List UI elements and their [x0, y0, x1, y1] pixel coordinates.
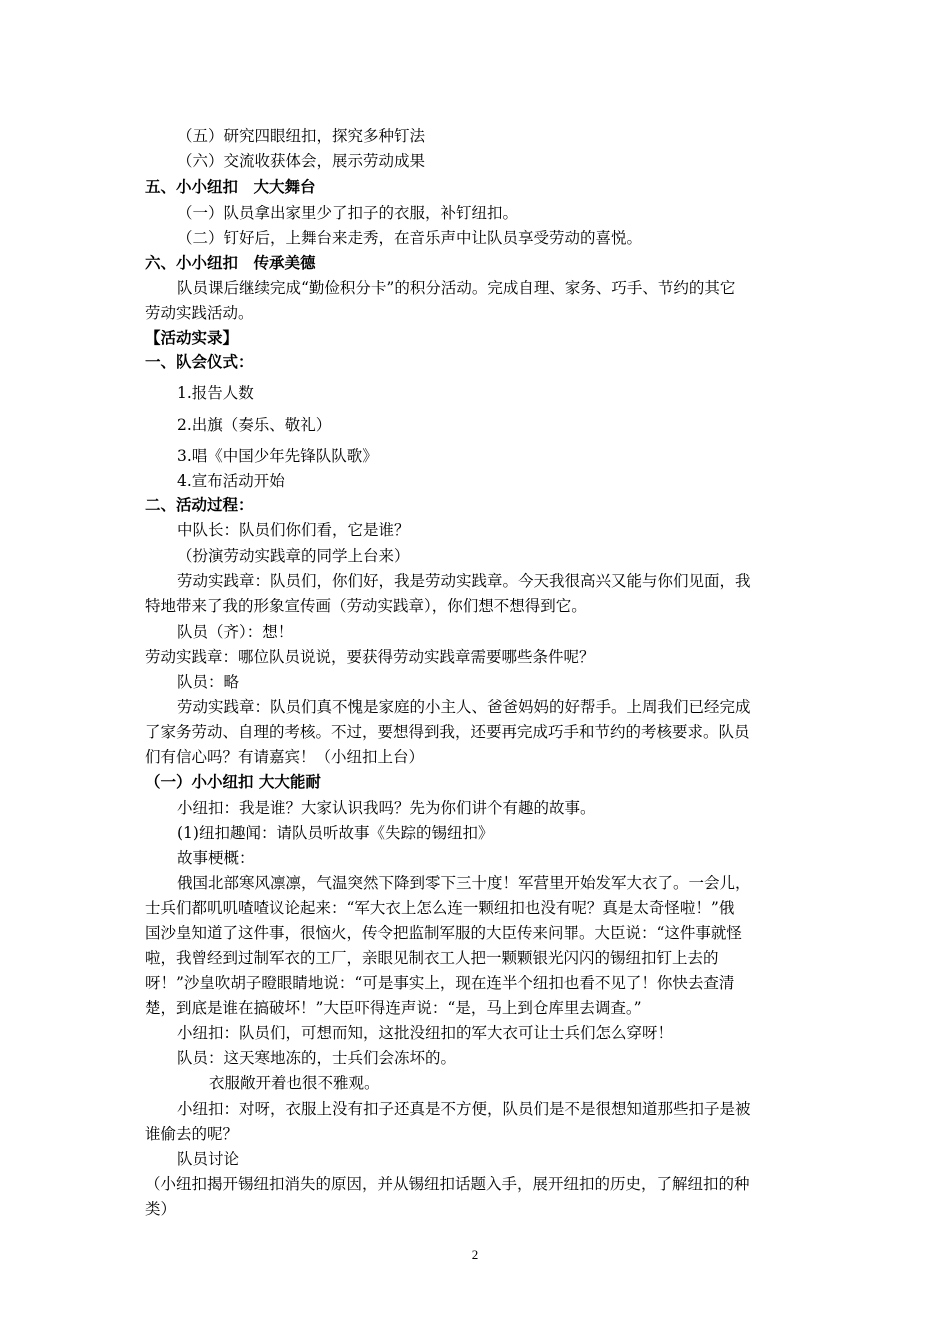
text-line: 呀！”沙皇吹胡子瞪眼睛地说：“可是事实上，现在连半个纽扣也看不见了！你快去查清 [145, 974, 735, 992]
text-line: 3.唱《中国少年先锋队队歌》 [177, 447, 378, 465]
page-number: 2 [471, 1247, 479, 1262]
section-heading: 五、小小纽扣 大大舞台 [145, 177, 316, 196]
section-heading: 二、活动过程： [145, 495, 254, 514]
text-line: 1.报告人数 [177, 384, 254, 402]
text-line: 队员：略 [177, 673, 240, 691]
text-line: 2.出旗（奏乐、敬礼） [177, 416, 332, 434]
text-line: 俄国北部寒风凛凛，气温突然下降到零下三十度！军营里开始发军大衣了。一会儿， [177, 874, 751, 892]
text-line: （二）钉好后，上舞台来走秀，在音乐声中让队员享受劳动的喜悦。 [177, 229, 643, 247]
text-line: 类） [145, 1200, 177, 1218]
text-line: 小纽扣：队员们，可想而知，这批没纽扣的军大衣可让士兵们怎么穿呀！ [177, 1024, 674, 1042]
text-line: 啦，我曾经到过制军衣的工厂，亲眼见制衣工人把一颗颗银光闪闪的锡纽扣钉上去的 [145, 949, 719, 967]
text-line: （五）研究四眼纽扣，探究多种钉法 [177, 127, 426, 145]
section-heading: 一、队会仪式： [145, 352, 254, 371]
text-line: 们有信心吗？有请嘉宾！（小纽扣上台） [145, 748, 425, 766]
text-line: (1)纽扣趣闻：请队员听故事《失踪的锡纽扣》 [177, 824, 494, 842]
text-line: 小纽扣：我是谁？大家认识我吗？先为你们讲个有趣的故事。 [177, 799, 596, 817]
text-line: 劳动实践章：队员们，你们好，我是劳动实践章。今天我很高兴又能与你们见面，我 [177, 572, 751, 590]
text-line: 故事梗概： [177, 849, 255, 867]
text-line: 队员（齐）：想！ [177, 623, 294, 641]
text-line: 谁偷去的呢？ [145, 1125, 239, 1143]
text-line: 中队长：队员们你们看，它是谁？ [177, 521, 410, 539]
text-line: 队员课后继续完成“勤俭积分卡”的积分活动。完成自理、家务、巧手、节约的其它 [177, 279, 736, 297]
text-line: （一）队员拿出家里少了扣子的衣服，补钉纽扣。 [177, 204, 519, 222]
text-line: 国沙皇知道了这件事，很恼火，传令把监制军服的大臣传来问罪。大臣说：“这件事就怪 [145, 924, 742, 942]
text-line: 劳动实践章：队员们真不愧是家庭的小主人、爸爸妈妈的好帮手。上周我们已经完成 [177, 698, 751, 716]
text-line: 楚，到底是谁在搞破坏！”大臣吓得连声说：“是，马上到仓库里去调查。” [145, 999, 642, 1017]
text-line: （小纽扣揭开锡纽扣消失的原因，并从锡纽扣话题入手，展开纽扣的历史，了解纽扣的种 [145, 1175, 750, 1193]
text-line: 队员：这天寒地冻的，士兵们会冻坏的。 [177, 1049, 457, 1067]
text-line: 小纽扣：对呀，衣服上没有扣子还真是不方便，队员们是不是很想知道那些扣子是被 [177, 1100, 751, 1118]
text-line: 队员讨论 [177, 1150, 240, 1168]
section-heading: 六、小小纽扣 传承美德 [145, 253, 316, 272]
text-line: （六）交流收获体会，展示劳动成果 [177, 152, 426, 170]
text-line: 衣服敞开着也很不雅观。 [209, 1074, 380, 1092]
section-heading: 【活动实录】 [145, 328, 239, 347]
text-line: 劳动实践活动。 [145, 304, 254, 322]
text-line: 士兵们都叽叽喳喳议论起来：“军大衣上怎么连一颗纽扣也没有呢？真是太奇怪啦！”俄 [145, 899, 735, 917]
text-line: 特地带来了我的形象宣传画（劳动实践章），你们想不想得到它。 [145, 597, 587, 615]
text-line: 了家务劳动、自理的考核。不过，要想得到我，还要再完成巧手和节约的考核要求。队员 [145, 723, 750, 741]
section-heading: （一）小小纽扣 大大能耐 [145, 772, 321, 791]
text-line: 劳动实践章：哪位队员说说，要获得劳动实践章需要哪些条件呢？ [145, 648, 595, 666]
text-line: 4.宣布活动开始 [177, 472, 285, 490]
text-line: （扮演劳动实践章的同学上台来） [177, 547, 410, 565]
